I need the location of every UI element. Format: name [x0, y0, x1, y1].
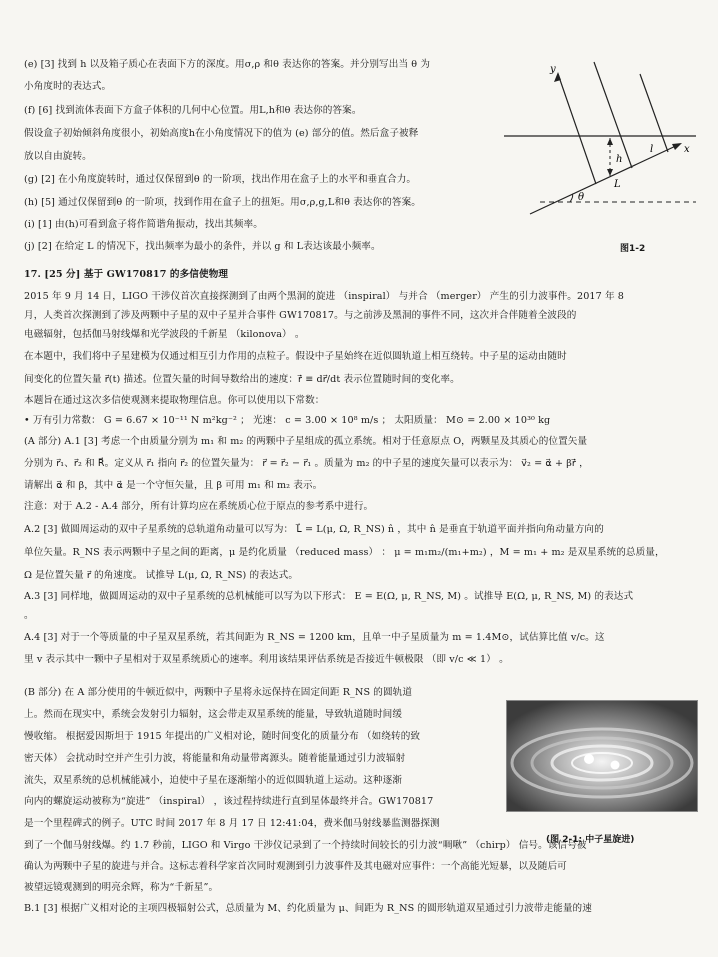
- text-line: (j) [2] 在给定 L 的情况下，找出频率为最小的条件，并以 g 和 L表达该最小频率。: [24, 241, 381, 252]
- inspiral-illustration: [507, 701, 697, 811]
- text-line: (e) [3] 找到 h 以及箱子质心在表面下方的深度。用σ,ρ 和θ 表达你的答案。并分别写出当 θ 为: [24, 59, 431, 70]
- box-left-side: [558, 74, 596, 184]
- box-mid-side: [594, 62, 632, 168]
- text-line: B.1 [3] 根据广义相对论的主项四极辐射公式，总质量为 M、约化质量为 μ、间距为 R_NS 的圆形轨道双星通过引力波带走能量的速: [24, 903, 592, 914]
- text-line: (f) [6] 找到流体表面下方盒子体积的几何中心位置。用L,h和θ 表达你的答案。: [24, 105, 362, 116]
- label-x: x: [684, 144, 690, 155]
- text-line: 在本题中，我们将中子星建模为仅通过相互引力作用的点粒子。假设中子星始终在近似圆轨道上相互绕转。中子星的运动由随时: [24, 351, 567, 362]
- text-line: 单位矢量。R_NS 表示两颗中子星之间的距离，μ 是约化质量 （reduced mass） ： μ = m₁m₂/(m₁+m₂) ，M = m₁ + m₂ 是双星系统的总质量，: [24, 547, 665, 558]
- text-line: 本题旨在通过这次多信使观测来提取物理信息。你可以使用以下常数：: [24, 395, 325, 406]
- text-line: 间变化的位置矢量 r⃗(t) 描述。位置矢量的时间导数给出的速度：ṙ⃗ ≡ dr⃗/dt 表示位置随时间的变化率。: [24, 374, 460, 385]
- text-line: 电磁辐射，包括伽马射线爆和光学波段的千新星 （kilonova） 。: [24, 329, 305, 340]
- text-line: (h) [5] 通过仅保留到θ 的一阶项，找到作用在盒子上的扭矩。用σ,ρ,g,L和θ 表达你的答案。: [24, 197, 421, 208]
- text-line: 2015 年 9 月 14 日，LIGO 干涉仪首次直接探测到了由两个黑洞的旋进 （inspiral） 与并合 （merger） 产生的引力波事件。2017 年 8: [24, 291, 624, 302]
- text-line: 到了一个伽马射线爆。约 1.7 秒前，LIGO 和 Virgo 干涉仪记录到了一个持续时间较长的引力波“啁啾” （chirp） 信号。该信号被: [24, 840, 587, 851]
- text-line: A.4 [3] 对于一个等质量的中子星双星系统，若其间距为 R_NS = 1200 km，且单一中子星质量为 m = 1.4M⊙，试估算比值 v/c。这: [24, 632, 605, 643]
- text-line: 密天体） 会扰动时空并产生引力波，将能量和角动量带离源头。随着能量通过引力波辐射: [24, 753, 406, 764]
- text-line: (B 部分) 在 A 部分使用的牛顿近似中，两颗中子星将永远保持在固定间距 R_NS 的圆轨道: [24, 687, 413, 698]
- figure-1-2-diagram: [500, 60, 700, 240]
- text-line: (i) [1] 由(h)可看到盒子将作简谐角振动，找出其频率。: [24, 219, 263, 230]
- x-axis-line: [530, 144, 680, 214]
- text-line: 分别为 r⃗₁、r⃗₂ 和 R⃗。定义从 r⃗₁ 指向 r⃗₂ 的位置矢量为： r⃗ = r⃗₂ − r⃗₁ 。质量为 m₂ 的中子星的速度矢量可以表示为： v⃗₂ = α⃗ + βṙ⃗ ，: [24, 458, 589, 469]
- text-line: 注意：对于 A.2 - A.4 部分，所有计算均应在系统质心位于原点的参考系中进行。: [24, 501, 374, 512]
- text-line: 假设盒子初始倾斜角度很小，初始高度h在小角度情况下的值为 (e) 部分的值。然后盒子被释: [24, 128, 419, 139]
- text-line: Ω 是位置矢量 r⃗ 的角速度。 试推导 L(μ, Ω, R_NS) 的表达式。: [24, 570, 299, 581]
- box-right-side: [640, 74, 668, 152]
- text-line: (g) [2] 在小角度旋转时，通过仅保留到θ 的一阶项，找出作用在盒子上的水平和垂直合力。: [24, 174, 417, 185]
- problem-heading: 17. [25 分] 基于 GW170817 的多信使物理: [24, 269, 229, 280]
- label-y: y: [550, 64, 556, 75]
- label-theta: θ: [578, 192, 585, 203]
- text-line: 向内的螺旋运动被称为“旋进” （inspiral） ，该过程持续进行直到星体最终并合。GW170817: [24, 796, 434, 807]
- text-line: 放以自由旋转。: [24, 151, 92, 162]
- text-line: 小角度时的表达式。: [24, 81, 112, 92]
- text-line: 请解出 α⃗ 和 β，其中 α⃗ 是一个守恒矢量，且 β 可用 m₁ 和 m₂ 表示。: [24, 480, 323, 491]
- text-line: 里 v 表示其中一颗中子星相对于双星系统质心的速率。利用该结果评估系统是否接近牛顿极限 （即 v/c ≪ 1） 。: [24, 654, 509, 665]
- constants-line: • 万有引力常数： G = 6.67 × 10⁻¹¹ N m²kg⁻² ； 光速： c = 3.00 × 10⁸ m/s ； 太阳质量： M⊙ = 2.00 × 10³⁰ kg: [24, 415, 551, 426]
- text-line: 月，人类首次探测到了涉及两颗中子星的双中子星并合事件 GW170817。与之前涉及黑洞的事件不同，这次并合伴随着全波段的: [24, 310, 577, 321]
- x-axis-arrowhead: [672, 143, 682, 150]
- label-h: h: [616, 154, 623, 165]
- text-line: A.3 [3] 同样地，做圆周运动的双中子星系统的总机械能可以写为以下形式： E = E(Ω, μ, R_NS, M) 。试推导 E(Ω, μ, R_NS, M) 的表达式: [24, 591, 634, 602]
- figure-1-2-caption: 图1-2: [620, 244, 646, 254]
- text-line: 上。然而在现实中，系统会发射引力辐射，这会带走双星系统的能量，导致轨道随时间缓: [24, 709, 403, 720]
- h-arrowhead-bottom: [607, 169, 613, 176]
- figure-2-1-image: [506, 700, 698, 812]
- text-line: 被望远镜观测到的明亮余辉，称为“千新星”。: [24, 882, 219, 893]
- figure-2-1-caption: (图 2-1: 中子星旋进): [546, 835, 635, 845]
- text-line: 流失，双星系统的总机械能减小，迫使中子星在逐渐缩小的近似圆轨道上运动。这种逐渐: [24, 775, 403, 786]
- text-line: 。: [24, 610, 34, 621]
- text-line: (A 部分) A.1 [3] 考虑一个由质量分别为 m₁ 和 m₂ 的两颗中子星组成的孤立系统。相对于任意原点 O，两颗星及其质心的位置矢量: [24, 436, 588, 447]
- label-L: L: [614, 179, 621, 190]
- text-line: 是一个里程碑式的例子。UTC 时间 2017 年 8 月 17 日 12:41:04，费米伽马射线暴监测器探测: [24, 818, 440, 829]
- text-line: 慢收缩。 根据爱因斯坦于 1915 年提出的广义相对论，随时间变化的质量分布 （如绕转的致: [24, 731, 421, 742]
- text-line: A.2 [3] 做圆周运动的双中子星系统的总轨道角动量可以写为： L⃗ = L(μ, Ω, R_NS) n̂ ，其中 n̂ 是垂直于轨道平面并指向角动量方向的: [24, 524, 604, 535]
- label-l: l: [650, 144, 654, 155]
- h-arrowhead-top: [607, 138, 613, 145]
- text-line: 确认为两颗中子星的旋进与并合。这标志着科学家首次同时观测到引力波事件及其电磁对应事件：一个高能光短暴，以及随后可: [24, 861, 567, 872]
